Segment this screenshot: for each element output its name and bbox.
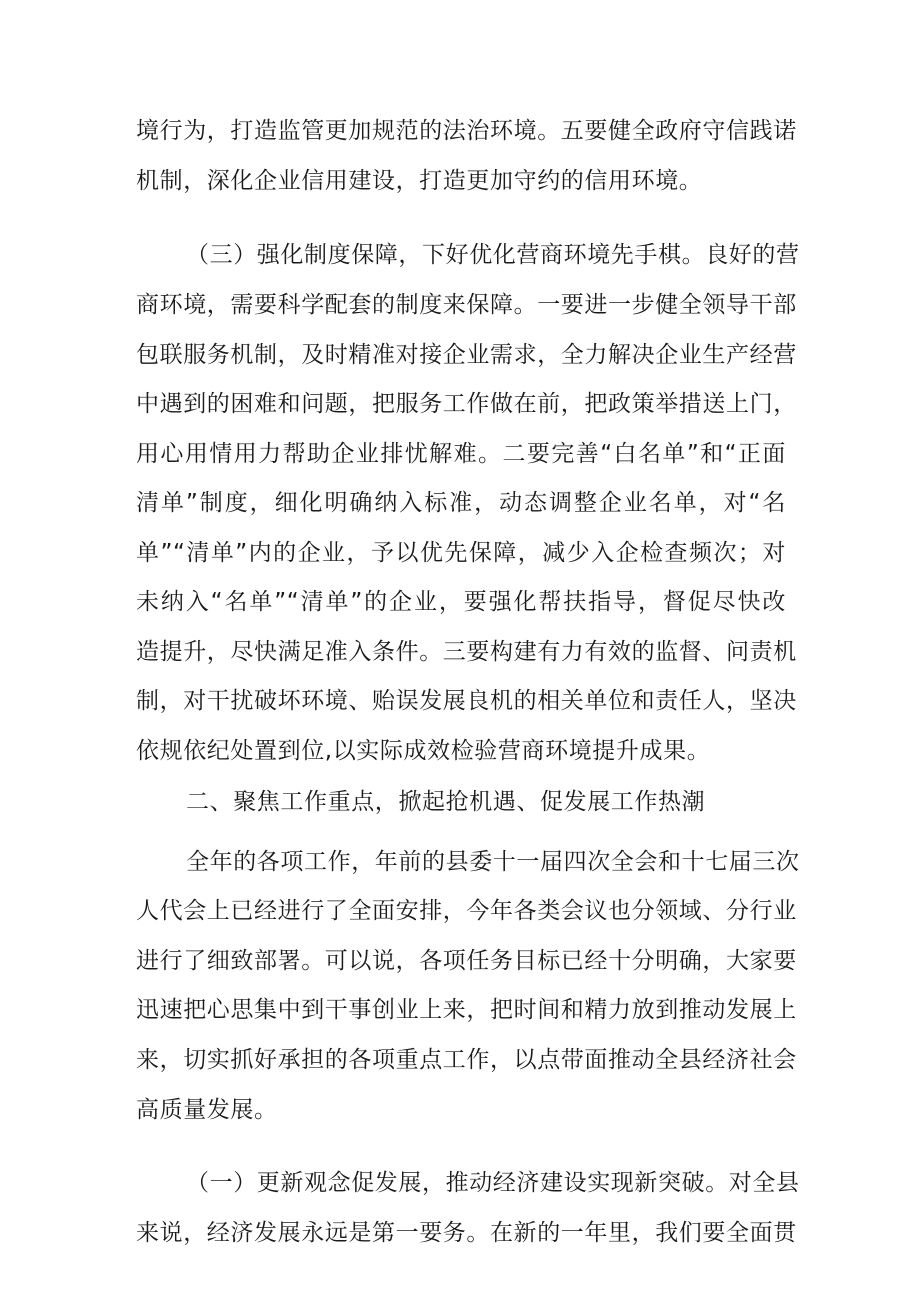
- text-line-6: 中遇到的困难和问题，把服务工作做在前，把政策举措送上门，: [136, 391, 797, 417]
- text-line-17: 进行了细致部署。可以说，各项任务目标已经十分明确，大家要: [136, 948, 797, 974]
- text-line-18: 迅速把心思集中到干事创业上来，把时间和精力放到推动发展上: [136, 997, 797, 1023]
- text-line-1: 境行为，打造监管更加规范的法治环境。五要健全政府守信践诺: [136, 118, 797, 144]
- text-line-12: 制，对干扰破坏环境、贻误发展良机的相关单位和责任人，坚决: [136, 688, 797, 714]
- text-line-20: 高质量发展。: [136, 1097, 278, 1123]
- text-line-11: 造提升，尽快满足准入条件。三要构建有力有效的监督、问责机: [136, 639, 797, 665]
- text-line-4: 商环境，需要科学配套的制度来保障。一要进一步健全领导干部: [136, 292, 797, 318]
- text-line-19: 来，切实抓好承担的各项重点工作，以点带面推动全县经济社会: [136, 1047, 797, 1073]
- text-line-5: 包联服务机制，及时精准对接企业需求，全力解决企业生产经营: [136, 342, 797, 368]
- text-line-13: 依规依纪处置到位,以实际成效检验营商环境提升成果。: [136, 738, 711, 764]
- text-line-8: 清单”制度，细化明确纳入标准，动态调整企业名单，对“名: [136, 490, 786, 516]
- text-line-15: 全年的各项工作，年前的县委十一届四次全会和十七届三次: [186, 849, 800, 875]
- text-line-10: 未纳入“名单”“清单”的企业，要强化帮扶指导，督促尽快改: [136, 589, 786, 615]
- text-line-3: （三）强化制度保障，下好优化营商环境先手棋。良好的营: [186, 242, 800, 268]
- text-line-9: 单”“清单”内的企业，予以优先保障，减少入企检查频次；对: [136, 540, 786, 566]
- text-line-7: 用心用情用力帮助企业排忧解难。二要完善“白名单”和“正面: [136, 441, 786, 467]
- text-line-16: 人代会上已经进行了全面安排，今年各类会议也分领域、分行业: [136, 898, 797, 924]
- text-line-21: （一）更新观念促发展，推动经济建设实现新突破。对全县: [186, 1170, 800, 1196]
- text-line-2: 机制，深化企业信用建设，打造更加守约的信用环境。: [136, 168, 703, 194]
- section-heading: 二、聚焦工作重点，掀起抢机遇、促发展工作热潮: [186, 789, 706, 815]
- text-line-22: 来说，经济发展永远是第一要务。在新的一年里，我们要全面贯: [136, 1220, 797, 1246]
